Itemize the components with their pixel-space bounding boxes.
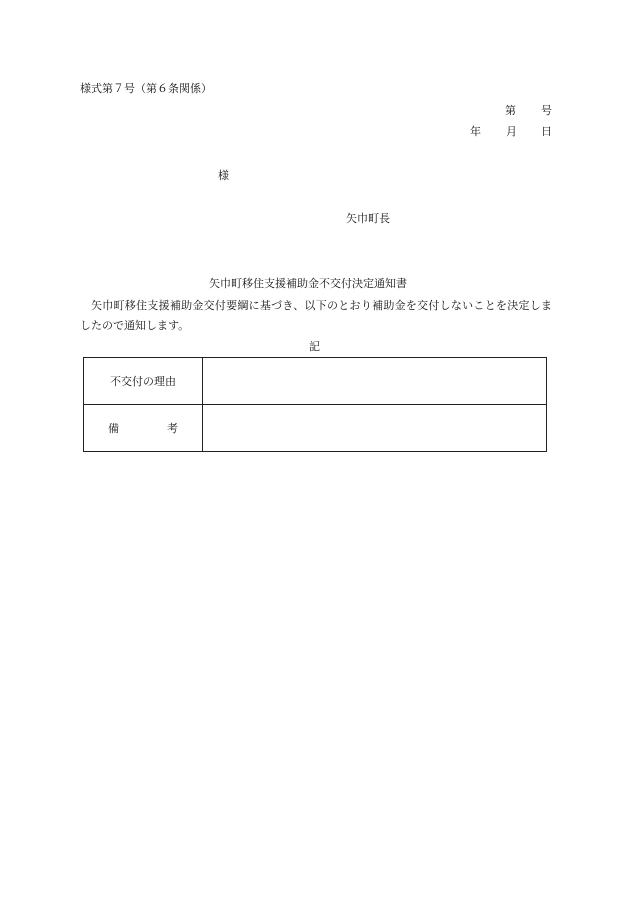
remarks-label bbox=[84, 405, 203, 452]
body-text: 矢巾町移住支援補助金交付要綱に基づき、以下のとおり補助金を交付しないことを決定しましたので通知します。 bbox=[80, 299, 552, 332]
table-row bbox=[84, 358, 547, 405]
date-month-label: 月 bbox=[506, 125, 517, 138]
remarks-label-part-2: 考 bbox=[167, 422, 178, 435]
document-title: 矢巾町移住支援補助金不交付決定通知書 bbox=[209, 277, 407, 290]
document-number-prefix: 第 bbox=[505, 104, 516, 117]
remarks-label-part-1: 備 bbox=[108, 422, 119, 435]
ki-heading: 記 bbox=[309, 340, 320, 353]
date-year-label: 年 bbox=[470, 125, 481, 138]
sender-name: 矢巾町長 bbox=[346, 212, 390, 225]
form-number: 様式第７号（第６条関係） bbox=[80, 82, 212, 95]
non-grant-reason-value bbox=[203, 358, 547, 405]
remarks-value bbox=[203, 405, 547, 452]
details-table bbox=[83, 357, 547, 452]
table-row bbox=[84, 405, 547, 452]
date-day-label: 日 bbox=[541, 125, 552, 138]
document-number-suffix: 号 bbox=[541, 104, 552, 117]
non-grant-reason-label: 不交付の理由 bbox=[84, 358, 203, 405]
addressee-honorific: 様 bbox=[218, 169, 229, 182]
